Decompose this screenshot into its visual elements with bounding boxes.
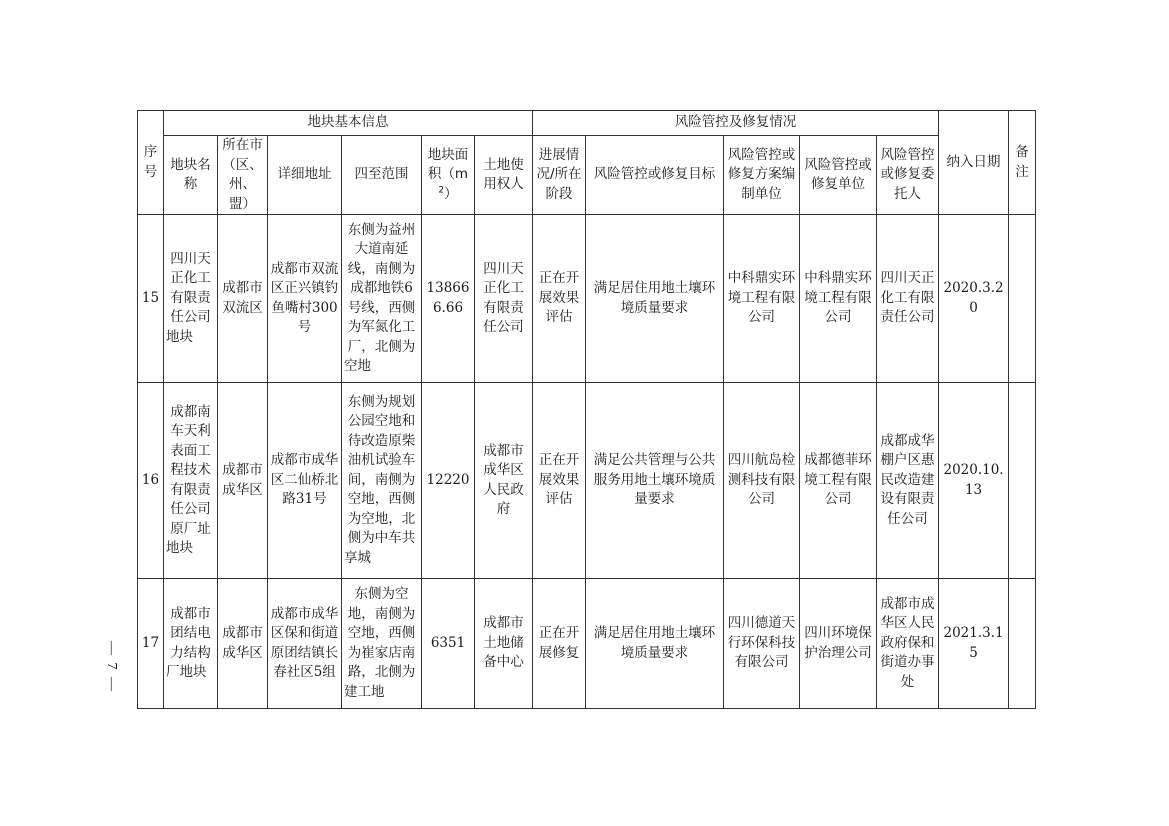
cell-repair-unit: 四川环境保护治理公司	[800, 579, 877, 709]
header-progress: 进展情况/所在阶段	[533, 136, 586, 215]
cell-seq: 15	[138, 215, 164, 383]
cell-client: 成都成华棚户区惠民改造建设有限责任公司	[877, 383, 939, 579]
header-date: 纳入日期	[939, 111, 1009, 215]
cell-address: 成都市成华区保和街道原团结镇长春社区5组	[268, 579, 342, 709]
cell-area: 12220	[422, 383, 475, 579]
cell-area: 6351	[422, 579, 475, 709]
cell-remark	[1009, 215, 1036, 383]
cell-seq: 16	[138, 383, 164, 579]
cell-date: 2021.3.15	[939, 579, 1009, 709]
column-header-row	[138, 136, 1036, 215]
cell-remark	[1009, 383, 1036, 579]
cell-date: 2020.3.20	[939, 215, 1009, 383]
header-city: 所在市（区、州、盟）	[218, 136, 268, 215]
page-number-label: — 7 —	[104, 641, 119, 693]
header-seq: 序号	[138, 111, 164, 215]
cell-city: 成都市成华区	[218, 579, 268, 709]
cell-address: 成都市双流区正兴镇钓鱼嘴村300号	[268, 215, 342, 383]
cell-target: 满足居住用地土壤环境质量要求	[586, 579, 724, 709]
cell-land-user: 四川天正化工有限责任公司	[475, 215, 533, 383]
cell-address: 成都市成华区二仙桥北路31号	[268, 383, 342, 579]
cell-target: 满足公共管理与公共服务用地土壤环境质量要求	[586, 383, 724, 579]
table-row	[138, 383, 1036, 579]
cell-plan-unit: 中科鼎实环境工程有限公司	[724, 215, 800, 383]
cell-progress: 正在开展修复	[533, 579, 586, 709]
header-boundary: 四至范围	[342, 136, 422, 215]
header-area-suffix: ）	[444, 185, 458, 202]
cell-progress: 正在开展效果评估	[533, 215, 586, 383]
group-header-risk-control: 风险管控及修复情况	[533, 111, 939, 136]
cell-seq: 17	[138, 579, 164, 709]
contaminated-land-table	[137, 110, 1036, 709]
header-target: 风险管控或修复目标	[586, 136, 724, 215]
cell-boundary: 东侧为益州大道南延线，南侧为成都地铁6号线，西侧为军氮化工厂，北侧为空地	[342, 215, 422, 383]
group-header-basic-info: 地块基本信息	[164, 111, 533, 136]
cell-city: 成都市双流区	[218, 215, 268, 383]
cell-client: 成都市成华区人民政府保和街道办事处	[877, 579, 939, 709]
cell-city: 成都市成华区	[218, 383, 268, 579]
cell-name: 成都市团结电力结构厂地块	[164, 579, 218, 709]
cell-name: 成都南车天利表面工程技术有限责任公司原厂址地块	[164, 383, 218, 579]
cell-progress: 正在开展效果评估	[533, 383, 586, 579]
table-row	[138, 579, 1036, 709]
cell-plan-unit: 四川航岛检测科技有限公司	[724, 383, 800, 579]
cell-remark	[1009, 579, 1036, 709]
header-land-user: 土地使用权人	[475, 136, 533, 215]
cell-land-user: 成都市成华区人民政府	[475, 383, 533, 579]
cell-repair-unit: 中科鼎实环境工程有限公司	[800, 215, 877, 383]
header-remark: 备注	[1009, 111, 1036, 215]
cell-boundary: 东侧为空地，南侧为空地，西侧为崔家店南路，北侧为建工地	[342, 579, 422, 709]
cell-repair-unit: 成都德菲环境工程有限公司	[800, 383, 877, 579]
cell-date: 2020.10.13	[939, 383, 1009, 579]
header-client: 风险管控或修复委托人	[877, 136, 939, 215]
group-header-row	[138, 111, 1036, 136]
header-address: 详细地址	[268, 136, 342, 215]
cell-area: 138666.66	[422, 215, 475, 383]
header-name: 地块名称	[164, 136, 218, 215]
cell-land-user: 成都市土地储备中心	[475, 579, 533, 709]
header-area	[422, 136, 475, 215]
cell-target: 满足居住用地土壤环境质量要求	[586, 215, 724, 383]
header-area-text: 地块面积（m	[427, 146, 469, 183]
cell-name: 四川天正化工有限责任公司地块	[164, 215, 218, 383]
header-plan-unit: 风险管控或修复方案编制单位	[724, 136, 800, 215]
header-repair-unit: 风险管控或修复单位	[800, 136, 877, 215]
page-number	[96, 632, 126, 702]
table-row	[138, 215, 1036, 383]
header-area-sup: 2	[438, 185, 445, 196]
cell-plan-unit: 四川德道天行环保科技有限公司	[724, 579, 800, 709]
cell-client: 四川天正化工有限责任公司	[877, 215, 939, 383]
cell-boundary: 东侧为规划公园空地和待改造原柴油机试验车间，南侧为空地，西侧为空地，北侧为中车共享城	[342, 383, 422, 579]
